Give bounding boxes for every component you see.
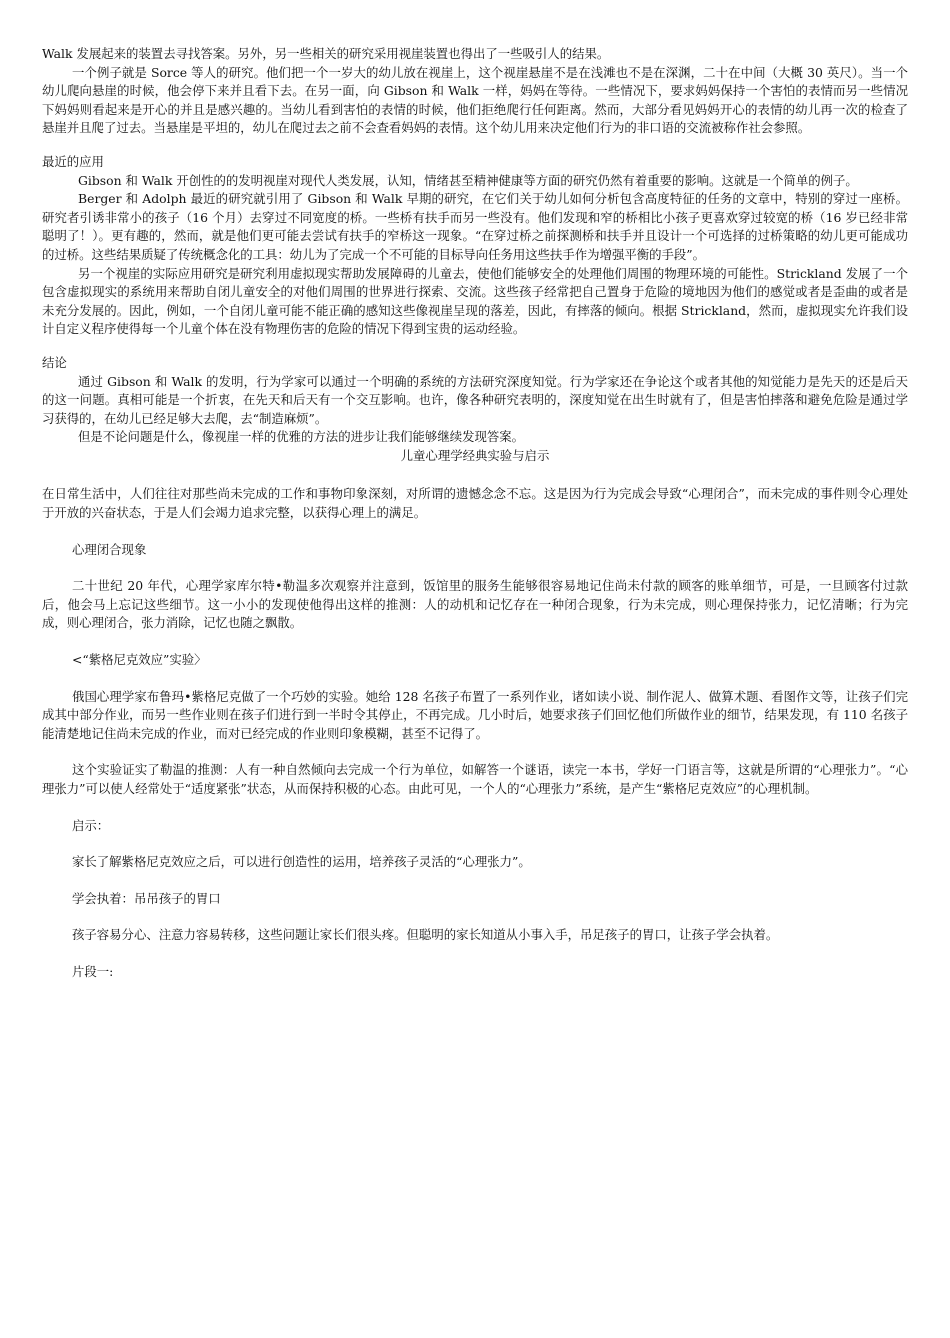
heading-insight: 启示：: [72, 817, 110, 833]
heading-closure-phenomenon: 心理闭合现象: [72, 541, 147, 557]
paragraph-zeigarnik: 俄国心理学家布鲁玛•紫格尼克做了一个巧妙的实验。她给 128 名孩子布置了一系列作业，诸如读小说、制作泥人、做算术题、看图作文等，让孩子们完成其中部分作业，而另一些作业则在孩子们进行到一半时令其停止，不再完成。几小时后，她要求孩子们回忆他们所做作业的细节，结果发现，有 110 名孩子能清楚地记住尚未完成的作业，而对已经完成的作业则印象模糊，甚至不记得了。: [42, 688, 908, 741]
paragraph-gibson-walk-influence: Gibson 和 Walk 开创性的的发明视崖对现代人类发展，认知，情绪甚至精神健康等方面的研究仍然有着重要的影响。这就是一个简单的例子。: [78, 172, 858, 188]
heading-recent-applications: 最近的应用: [42, 153, 104, 169]
paragraph-conclusion-1: 通过 Gibson 和 Walk 的发明，行为学家可以通过一个明确的系统的方法研究深度知觉。行为学家还在争论这个或者其他的知觉能力是先天的还是后天的这一问题。真相可能是一个折衷，在先天和后天有一个交互影响。也许，像各种研究表明的，深度知觉在出生时就有了，但是害怕摔落和避免危险是通过学习获得的，在幼儿已经足够大去爬，去“制造麻烦”。: [42, 373, 908, 426]
paragraph-walk-continued: Walk 发展起来的装置去寻找答案。另外，另一些相关的研究采用视崖装置也得出了一些吸引人的结果。: [42, 46, 610, 61]
paragraph-conclusion-2: 但是不论问题是什么，像视崖一样的优雅的方法的进步让我们能够继续发现答案。: [78, 429, 525, 445]
paragraph-sorce-study: 一个例子就是 Sorce 等人的研究。他们把一个一岁大的幼儿放在视崖上，这个视崖悬崖不是在浅滩也不是在深渊，二十在中间（大概 30 英尺）。当一个幼儿爬向悬崖的时候，他会停下来并且看下去。在另一面，向 Gibson 和 Walk 一样，妈妈在等待。一些情况下，要求妈妈保持一个害怕的表情而另一些情况下妈妈则看起来是开心的并且是感兴趣的。当幼儿看到害怕的表情的时候，他们拒绝爬行任何距离。然而，大部分看见妈妈开心的表情的幼儿再一次的检查了悬崖并且爬了过去。当悬崖是平坦的，幼儿在爬过去之前不会查看妈妈的表情。这个幼儿用来决定他们行为的非口语的交流被称作社会参照。: [42, 64, 908, 136]
heading-fragment-one: 片段一:: [72, 963, 114, 979]
paragraph-insight: 家长了解紫格尼克效应之后，可以进行创造性的运用，培养孩子灵活的“心理张力”。: [72, 854, 531, 870]
heading-conclusion: 结论: [42, 354, 67, 370]
paragraph-lewin: 二十世纪 20 年代，心理学家库尔特•勒温多次观察并注意到，饭馆里的服务生能够很容易地记住尚未付款的顾客的账单细节，可是，一旦顾客付过款后，他会马上忘记这些细节。这一小小的发现使他得出这样的推测：人的动机和记忆存在一种闭合现象，行为未完成，则心理保持张力，记忆清晰；行为完成，则心理闭合，张力消除，记忆也随之飘散。: [42, 578, 908, 631]
paragraph-strickland: 另一个视崖的实际应用研究是研究利用虚拟现实帮助发展障碍的儿童去，使他们能够安全的处理他们周围的物理环境的可能性。Strickland 发展了一个包含虚拟现实的系统用来帮助自闭儿童安全的对他们周围的世界进行探索、交流。这些孩子经常把自己置身于危险的境地因为他们的感觉或者是歪曲的或者是未充分发展的。因此，例如，一个自闭儿童可能不能正确的感知这些像视崖呈现的落差，因此，有摔落的倾向。根据 Strickland，然而，虚拟现实允许我们设计自定义程序使得每一个儿童个体在没有物理伤害的危险的情况下得到宝贵的运动经验。: [42, 265, 908, 337]
article-title: 儿童心理学经典实验与启示: [400, 447, 550, 463]
paragraph-berger-adolph: Berger 和 Adolph 最近的研究就引用了 Gibson 和 Walk 早期的研究，在它们关于幼儿如何分析包含高度特征的任务的文章中，特别的穿过一座桥。研究者引诱非常小的孩子（16 个月）去穿过不同宽度的桥。一些桥有扶手而另一些没有。他们发现和窄的桥相比小孩子更喜欢穿过较宽的桥（16 岁已经非常聪明了！）。更有趣的，然而，就是他们更可能去尝试有扶手的窄桥这一现象。“在穿过桥之前探测桥和扶手并且设计一个可选择的过桥策略的幼儿更可能成功的过桥。这些结果质疑了传统概念化的工具：幼儿为了完成一个不可能的目标导向任务用这些扶手作为增强平衡的手段”。: [42, 191, 908, 262]
paragraph-persistence: 孩子容易分心、注意力容易转移，这些问题让家长们很头疼。但聪明的家长知道从小事入手，吊足孩子的胃口，让孩子学会执着。: [72, 927, 779, 943]
paragraph-psychological-tension: 这个实验证实了勒温的推测：人有一种自然倾向去完成一个行为单位，如解答一个谜语，读完一本书，学好一门语言等，这就是所谓的“心理张力”。“心理张力”可以使人经常处于“适度紧张”状态，从而保持积极的心态。由此可见，一个人的“心理张力”系统，是产生“紫格尼克效应”的心理机制。: [42, 762, 908, 796]
paragraph-intro: 在日常生活中，人们往往对那些尚未完成的工作和事物印象深刻，对所谓的遗憾念念不忘。这是因为行为完成会导致“心理闭合”，而未完成的事件则令心理处于开放的兴奋状态，于是人们会竭力追求完整，以获得心理上的满足。: [42, 486, 908, 521]
heading-persistence: 学会执着：吊吊孩子的胃口: [72, 890, 221, 906]
heading-zeigarnik-experiment: <“紫格尼克效应”实验〉: [72, 652, 207, 668]
